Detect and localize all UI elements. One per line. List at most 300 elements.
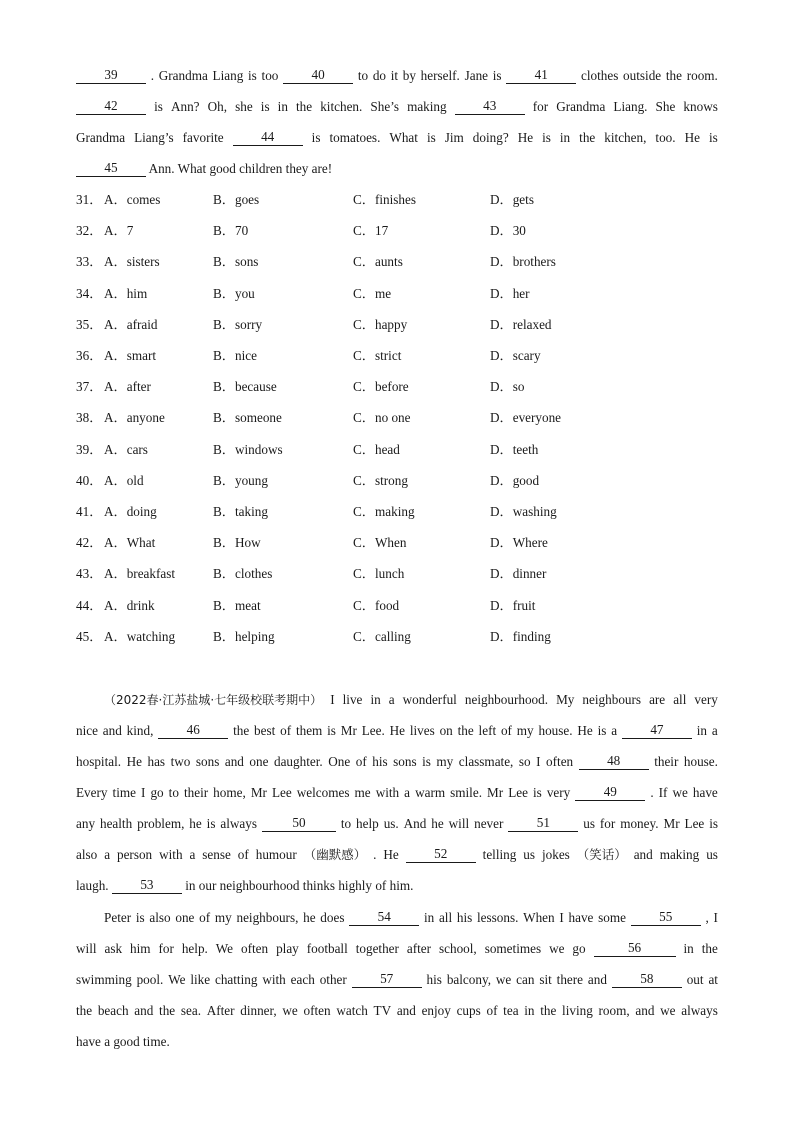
answer-blank-49[interactable]: 49: [575, 783, 645, 801]
passage-word: in: [370, 692, 381, 707]
passage-word: My: [556, 692, 575, 707]
passage-word: telling: [482, 847, 517, 862]
passage-word: play: [276, 941, 299, 956]
passage-word: and: [635, 1003, 655, 1018]
answer-blank-58[interactable]: 58: [612, 970, 682, 988]
question-number: 44．: [76, 597, 103, 613]
passage-word: my: [436, 754, 454, 769]
passage-word: will: [448, 816, 470, 831]
passage-word: chatting: [214, 972, 258, 987]
question-row: [76, 377, 718, 397]
option-b[interactable]: B．clothes: [213, 566, 273, 582]
passage-word: and: [587, 972, 607, 987]
passage-word: us: [706, 847, 718, 862]
answer-blank-51[interactable]: 51: [508, 814, 578, 832]
passage-word: pool.: [136, 972, 164, 987]
passage-text: have a good time.: [76, 1034, 170, 1049]
option-a[interactable]: A．breakfast: [104, 566, 176, 582]
question-row: [76, 252, 718, 272]
passage-word: each: [290, 972, 315, 987]
passage-word: will: [76, 941, 97, 956]
answer-blank-54[interactable]: 54: [349, 908, 419, 926]
passage-word: a: [189, 847, 196, 862]
passage-word: in: [524, 1003, 535, 1018]
option-a[interactable]: A．drink: [104, 597, 155, 613]
option-d[interactable]: D．everyone: [490, 410, 562, 426]
passage-word: we: [672, 785, 688, 800]
option-d[interactable]: D．finding: [490, 628, 551, 644]
passage-word: jokes: [541, 847, 570, 862]
passage-word: he: [189, 816, 202, 831]
option-c[interactable]: C．strict: [353, 348, 402, 363]
passage-word: sit: [539, 972, 552, 987]
passage-word: .: [650, 785, 654, 800]
option-d[interactable]: D．gets: [490, 192, 534, 207]
option-c[interactable]: C．finishes: [353, 192, 417, 207]
passage-word: we: [495, 972, 512, 987]
option-d[interactable]: D．teeth: [490, 441, 539, 457]
passage-word: all: [673, 692, 687, 707]
passage-word: school,: [439, 941, 477, 956]
question-row: [76, 440, 718, 460]
passage-word: kitchen,: [604, 130, 647, 145]
answer-blank-48[interactable]: 48: [579, 752, 649, 770]
passage-word: go: [150, 785, 164, 800]
passage-word: of: [237, 847, 249, 862]
passage-word: his: [372, 754, 388, 769]
question-row: [76, 627, 718, 647]
passage-word: help: [356, 816, 379, 831]
passage-line: [76, 721, 718, 741]
passage-word: by: [402, 68, 416, 83]
option-c[interactable]: C．When: [353, 535, 407, 551]
question-row: [76, 564, 718, 584]
option-a[interactable]: A．doing: [104, 504, 157, 519]
option-c[interactable]: C．me: [353, 285, 392, 301]
passage-word: is: [708, 130, 718, 145]
passage-word: are: [649, 692, 666, 707]
passage-word: neighbours,: [236, 910, 299, 925]
passage-word: person: [116, 847, 153, 862]
answer-blank-52[interactable]: 52: [406, 845, 476, 863]
passage-word: house.: [683, 754, 718, 769]
option-c[interactable]: C．strong: [353, 472, 408, 488]
passage-word: of: [500, 723, 512, 738]
option-b[interactable]: B．How: [213, 535, 261, 551]
answer-blank-42[interactable]: 42: [76, 97, 146, 115]
passage-word: in: [683, 941, 694, 956]
passage-word: them: [295, 723, 323, 738]
passage-word: He: [684, 130, 700, 145]
question-number: 32．: [76, 223, 103, 239]
passage-word: so: [518, 754, 531, 769]
option-d[interactable]: D．Where: [490, 535, 548, 551]
option-a[interactable]: A．7: [104, 223, 134, 239]
option-a[interactable]: A．cars: [104, 441, 148, 457]
passage-word: And: [403, 816, 427, 831]
passage-word: on: [439, 723, 453, 738]
option-a[interactable]: A．afraid: [104, 316, 158, 332]
passage-word: Jim: [444, 130, 464, 145]
option-b[interactable]: B．windows: [213, 441, 283, 457]
passage-word: humour: [255, 847, 297, 862]
passage-word: the: [159, 1003, 176, 1018]
question-row: [76, 315, 718, 335]
passage-word: He: [383, 847, 399, 862]
answer-blank-46[interactable]: 46: [158, 721, 228, 739]
passage-word: dinner,: [240, 1003, 277, 1018]
passage-word: smile.: [450, 785, 482, 800]
passage-word: Liang.: [613, 99, 648, 114]
passage-word: the: [579, 130, 596, 145]
passage-word: for: [532, 99, 549, 114]
answer-blank-41[interactable]: 41: [506, 66, 576, 84]
passage-word: lives: [409, 723, 435, 738]
passage-word: have: [692, 785, 718, 800]
passage-word: is: [206, 816, 216, 831]
option-d[interactable]: D．relaxed: [490, 316, 552, 332]
option-d[interactable]: D．so: [490, 379, 525, 395]
option-c[interactable]: C．head: [353, 441, 400, 457]
passage-line: [104, 908, 718, 928]
passage-word: home,: [213, 785, 246, 800]
option-a[interactable]: A．old: [104, 472, 144, 488]
option-d[interactable]: D．her: [490, 285, 530, 301]
passage-word: house.: [538, 723, 573, 738]
passage-word: problem,: [137, 816, 185, 831]
passage-word: out: [686, 972, 704, 987]
passage-word: is: [327, 723, 336, 738]
passage-word: one: [175, 910, 195, 925]
passage-word: like: [190, 972, 211, 987]
question-row: [76, 284, 718, 304]
passage-word: balcony,: [446, 972, 491, 987]
answer-blank-45[interactable]: 45: [76, 159, 146, 177]
option-a[interactable]: A．him: [104, 285, 148, 301]
passage-line: [76, 159, 718, 179]
passage-word: other: [319, 972, 347, 987]
passage-line: [76, 939, 718, 959]
passage-word: Every: [76, 785, 108, 800]
passage-word: If: [658, 785, 668, 800]
passage-word: is: [135, 910, 145, 925]
passage-word: in: [696, 723, 707, 738]
option-d[interactable]: D．fruit: [490, 597, 536, 613]
passage-word: Lee: [508, 785, 528, 800]
passage-word: After: [206, 1003, 235, 1018]
passage-word: health: [99, 816, 133, 831]
passage-word: their: [183, 785, 209, 800]
passage-word: sons: [195, 754, 220, 769]
question-number: 40．: [76, 472, 103, 488]
passage-word: sometimes: [484, 941, 542, 956]
passage-text: laugh.: [76, 878, 112, 893]
answer-blank-39[interactable]: 39: [76, 66, 146, 84]
passage-word: knows: [683, 99, 718, 114]
passage-word: living: [562, 1003, 593, 1018]
passage-word: very: [694, 692, 718, 707]
option-a[interactable]: A．comes: [104, 192, 161, 207]
passage-word: my: [516, 723, 534, 738]
passage-word: for: [599, 816, 616, 831]
passage-text: Ann. What good children they are!: [146, 161, 333, 176]
option-a[interactable]: A．sisters: [104, 254, 160, 270]
passage-line: [76, 66, 718, 86]
passage-word: is: [248, 68, 257, 83]
option-b[interactable]: B．sons: [213, 254, 259, 270]
answer-blank-50[interactable]: 50: [262, 814, 336, 832]
passage-word: doing?: [472, 130, 509, 145]
passage-line: [76, 845, 718, 865]
passage-word: When: [523, 910, 555, 925]
passage-word: is: [532, 785, 542, 800]
option-b[interactable]: B．nice: [213, 348, 257, 363]
passage-word: cups: [456, 1003, 481, 1018]
passage-line: [76, 752, 718, 772]
option-b[interactable]: B．young: [213, 472, 268, 488]
option-d[interactable]: D．washing: [490, 504, 557, 519]
passage-word: Mr: [250, 785, 267, 800]
passage-word: also: [76, 847, 98, 862]
answer-blank-47[interactable]: 47: [622, 721, 692, 739]
passage-word: Liang: [212, 68, 244, 83]
answer-blank-43[interactable]: 43: [455, 97, 525, 115]
question-number: 45．: [76, 628, 103, 644]
passage-line: [76, 128, 718, 148]
passage-word: is: [709, 816, 718, 831]
passage-word: too.: [655, 130, 676, 145]
option-d[interactable]: D．scary: [490, 348, 541, 363]
question-row: [76, 502, 718, 522]
option-c[interactable]: C．making: [353, 504, 415, 519]
passage-word: ,: [705, 910, 709, 925]
option-b[interactable]: B．sorry: [213, 316, 263, 332]
option-c[interactable]: C．happy: [353, 316, 408, 332]
passage-word: is: [426, 130, 436, 145]
passage-word: best: [254, 723, 276, 738]
option-c[interactable]: C．food: [353, 597, 400, 613]
question-number: 37．: [76, 379, 103, 395]
passage-line: [76, 970, 718, 990]
passage-word: we: [282, 1003, 298, 1018]
passage-word: has: [147, 754, 166, 769]
passage-word: Mr: [663, 816, 680, 831]
passage-word: Lee: [271, 785, 292, 800]
question-number: 42．: [76, 535, 103, 551]
answer-blank-53[interactable]: 53: [112, 876, 182, 894]
passage-word: is: [311, 130, 321, 145]
passage-word: I: [559, 910, 564, 925]
passage-word: always: [681, 1003, 718, 1018]
passage-word: clothes: [580, 68, 619, 83]
passage-word: We: [168, 972, 186, 987]
option-b[interactable]: B．because: [213, 379, 277, 395]
passage-word: a: [611, 723, 618, 738]
passage-line: [76, 876, 718, 896]
passage-word: I: [141, 785, 146, 800]
option-a[interactable]: A．watching: [104, 628, 176, 644]
passage-word: He: [389, 723, 405, 738]
passage-word: us: [583, 816, 595, 831]
passage-word: room,: [598, 1003, 630, 1018]
passage-word: with: [159, 847, 183, 862]
passage-word: kind,: [126, 723, 154, 738]
passage-word: the: [457, 723, 474, 738]
passage-word: of: [486, 1003, 498, 1018]
passage-word: watch: [336, 1003, 368, 1018]
passage-word: money.: [620, 816, 659, 831]
option-b[interactable]: B．you: [213, 285, 255, 301]
passage-word: to: [357, 68, 369, 83]
question-number: 43．: [76, 566, 103, 582]
passage-word: and: [102, 723, 122, 738]
passage-word: a: [711, 723, 718, 738]
option-d[interactable]: D．30: [490, 223, 526, 239]
option-d[interactable]: D．dinner: [490, 566, 547, 582]
answer-blank-57[interactable]: 57: [352, 970, 422, 988]
passage-word: of: [280, 723, 292, 738]
passage-word: One: [328, 754, 351, 769]
passage-word: he: [431, 816, 444, 831]
option-b[interactable]: B．goes: [213, 192, 260, 207]
chinese-gloss: （笑话）: [576, 847, 627, 862]
passage-word: with: [375, 785, 400, 800]
option-a[interactable]: A．smart: [104, 348, 157, 363]
passage-word: wonderful: [402, 692, 457, 707]
passage-word: we: [549, 941, 565, 956]
passage-word: never: [474, 816, 504, 831]
option-b[interactable]: B．someone: [213, 410, 282, 426]
option-c[interactable]: C．17: [353, 223, 389, 239]
passage-word: with: [262, 972, 286, 987]
option-b[interactable]: B．meat: [213, 597, 261, 613]
question-row: [76, 533, 718, 553]
question-number: 35．: [76, 316, 103, 332]
question-row: [76, 471, 718, 491]
option-d[interactable]: D．good: [490, 472, 540, 488]
passage-word: two: [170, 754, 191, 769]
passage-word: beach: [97, 1003, 129, 1018]
option-c[interactable]: C．no one: [353, 410, 411, 426]
passage-word: do: [372, 68, 386, 83]
passage-word: welcomes: [296, 785, 350, 800]
passage-word: often: [303, 1003, 331, 1018]
answer-blank-40[interactable]: 40: [283, 66, 353, 84]
passage-word: Grandma: [158, 68, 208, 83]
passage-word: sea.: [180, 1003, 201, 1018]
passage-word: football: [306, 941, 348, 956]
passage-word: together: [355, 941, 399, 956]
answer-blank-55[interactable]: 55: [631, 908, 701, 926]
passage-word: is: [597, 723, 607, 738]
passage-word: ask: [104, 941, 123, 956]
question-row: [76, 190, 718, 210]
passage-word: all: [438, 910, 453, 925]
passage-word: is: [154, 99, 163, 114]
passage-word: Mr: [487, 785, 504, 800]
passage-word: classmate,: [458, 754, 514, 769]
question-row: [76, 346, 718, 366]
option-b[interactable]: B．helping: [213, 628, 275, 644]
passage-word: Ann?: [170, 99, 200, 114]
passage-word: sons: [393, 754, 417, 769]
passage-word: to: [168, 785, 179, 800]
passage-word: it: [390, 68, 399, 83]
passage-word: nice: [76, 723, 98, 738]
passage-word: in: [423, 910, 435, 925]
passage-word: enjoy: [421, 1003, 451, 1018]
passage-line: [76, 97, 718, 117]
option-b[interactable]: B．70: [213, 223, 249, 239]
passage-word: in: [559, 130, 571, 145]
passage-word: outside: [623, 68, 662, 83]
passage-word: Lee: [684, 816, 705, 831]
passage-word: daughter.: [273, 754, 323, 769]
passage-word: tomatoes.: [329, 130, 381, 145]
passage-word: Grandma: [76, 130, 126, 145]
option-c[interactable]: C．calling: [353, 628, 411, 644]
option-d[interactable]: D．brothers: [490, 254, 556, 270]
passage-word: him: [130, 941, 151, 956]
passage-word: making: [659, 847, 700, 862]
option-a[interactable]: A．What: [104, 535, 156, 551]
passage-word: after: [406, 941, 432, 956]
option-a[interactable]: A．anyone: [104, 410, 165, 426]
passage-word: tea: [503, 1003, 519, 1018]
passage-word: live: [342, 692, 363, 707]
passage-word: there: [556, 972, 584, 987]
option-a[interactable]: A．after: [104, 379, 151, 395]
option-b[interactable]: B．taking: [213, 504, 268, 519]
passage-line: [76, 814, 718, 834]
passage-word: go: [572, 941, 586, 956]
passage-word: He: [517, 130, 534, 145]
question-row: [76, 596, 718, 616]
option-c[interactable]: C．before: [353, 379, 409, 395]
passage-word: room.: [686, 68, 718, 83]
answer-blank-56[interactable]: 56: [594, 939, 676, 957]
passage-word: I: [713, 910, 718, 925]
passage-word: Mr: [340, 723, 357, 738]
option-c[interactable]: C．aunts: [353, 254, 403, 270]
passage-word: the: [296, 99, 313, 114]
answer-blank-44[interactable]: 44: [233, 128, 303, 146]
passage-word: .: [150, 68, 155, 83]
passage-line: [76, 783, 718, 803]
option-c[interactable]: C．lunch: [353, 566, 405, 582]
question-number: 33．: [76, 254, 103, 270]
passage-word: TV: [373, 1003, 392, 1018]
passage-word: time: [112, 785, 136, 800]
passage-word: She’s: [370, 99, 399, 114]
passage-word: He: [126, 754, 142, 769]
passage-word: neighbours: [582, 692, 642, 707]
passage-word: Lee.: [361, 723, 385, 738]
passage-word: What: [389, 130, 418, 145]
passage-word: help.: [181, 941, 208, 956]
passage-word: he: [303, 910, 316, 925]
passage-word: warm: [415, 785, 446, 800]
passage-word: swimming: [76, 972, 132, 987]
passage-word: his: [456, 910, 473, 925]
passage-word: left: [478, 723, 497, 738]
passage-word: kitchen.: [320, 99, 363, 114]
passage-word: and: [396, 1003, 416, 1018]
passage-word: the: [233, 723, 250, 738]
passage-word: can: [516, 972, 535, 987]
chinese-gloss: （幽默感）: [303, 847, 367, 862]
passage-word: and: [134, 1003, 154, 1018]
